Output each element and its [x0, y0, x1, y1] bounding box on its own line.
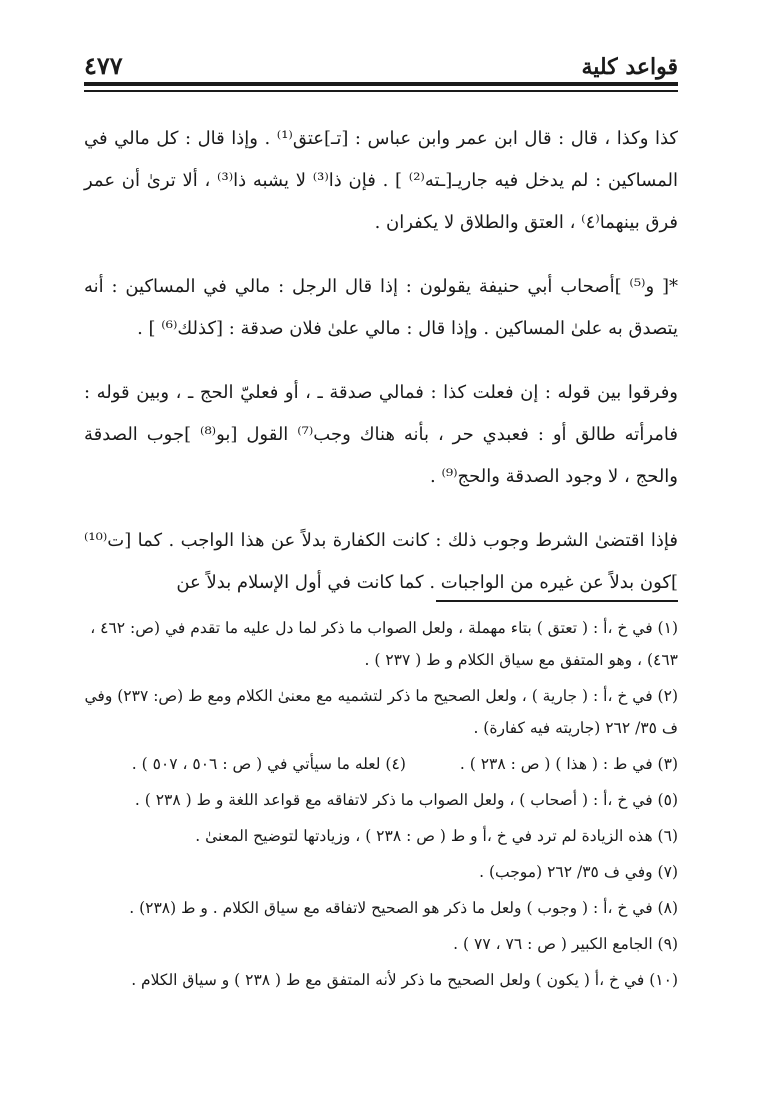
footnotes	[84, 612, 678, 1000]
footnote-8: (٨) في خ ،أ : ( وجوب ) ولعل ما ذكر هو الصحيح لاتفاقه مع سياق الكلام . و ط (٢٣٨) .	[129, 899, 678, 917]
header-rule-thick	[84, 82, 678, 86]
paragraph-4: فإذا اقتضىٰ الشرط وجوب ذلك : كانت الكفارة بدلاً عن هذا الواجب . كما [ت⁽¹⁰⁾ ]كون بدلاً عن غيره من الواجبات . كما كانت في أول الإسلام بدلاً عن	[84, 530, 678, 593]
footnote-7: (٧) وفي ف ٣٥/ ٢٦٢ (موجب) .	[479, 863, 678, 881]
paragraph-2: *[ و⁽⁵⁾ ]أصحاب أبي حنيفة يقولون : إذا قال الرجل : مالي في المساكين : أنه يتصدق به علىٰ المساكين . وإذا قال : مالي علىٰ فلان صدقة : [كذلك⁽⁶⁾ ] .	[84, 276, 678, 339]
footnote-4: (٤) لعله ما سيأتي في ( ص : ٥٠٦ ، ٥٠٧ ) .	[131, 755, 406, 773]
footnote-1: (١) في خ ،أ : ( تعتق ) بتاء مهملة ، ولعل الصواب ما ذكر لما دل عليه ما تقدم في (ص: ٤٦٢ ، ٤٦٣) ، وهو المتفق مع سياق الكلام و ط ( ٢٣٧ ) .	[90, 619, 678, 669]
footnote-3: (٣) في ط : ( هذا ) ( ص : ٢٣٨ ) .	[459, 755, 678, 773]
footnote-9: (٩) الجامع الكبير ( ص : ٧٦ ، ٧٧ ) .	[453, 935, 678, 953]
footnote-separator	[436, 600, 678, 602]
footnote-6: (٦) هذه الزيادة لم ترد في خ ،أ و ط ( ص : ٢٣٨ ) ، وزيادتها لتوضيح المعنىٰ .	[195, 827, 678, 845]
page-header	[84, 38, 678, 78]
paragraph-3: وفرقوا بين قوله : إن فعلت كذا : فمالي صدقة ـ ، أو فعليّ الحج ـ ، وبين قوله : فامرأته طالق أو : فعبدي حر ، بأنه هناك وجب⁽⁷⁾ القول [بو⁽⁸⁾ ]جوب الصدقة والحج ، لا وجود الصدقة والحج⁽⁹⁾ .	[84, 382, 678, 487]
footnote-row-3-4	[84, 748, 678, 780]
footnote-10: (١٠) في خ ،أ ( يكون ) ولعل الصحيح ما ذكر لأنه المتفق مع ط ( ٢٣٨ ) و سياق الكلام .	[131, 971, 678, 989]
paragraph-1: كذا وكذا ، قال : قال ابن عمر وابن عباس : [تـ]عتق⁽¹⁾ . وإذا قال : كل مالي في المساكين : لم يدخل فيه جاريـ[ـته⁽²⁾ ] . فإن ذا⁽³⁾ لا يشبه ذا⁽³⁾ ، ألا ترىٰ أن عمر فرق بينهما⁽٤⁾ ، العتق والطلاق لا يكفران .	[84, 128, 679, 233]
header-rule-thin	[84, 90, 678, 92]
page-number: ٤٧٧	[84, 51, 123, 80]
main-text	[84, 118, 678, 626]
running-title: قواعد كلية	[581, 54, 678, 80]
footnote-2: (٢) في خ ،أ : ( جارية ) ، ولعل الصحيح ما ذكر لتشميه مع معنىٰ الكلام ومع ط (ص: ٢٣٧) وفي ف ٣٥/ ٢٦٢ (جاريته فيه كفارة) .	[84, 687, 678, 737]
footnote-5: (٥) في خ ،أ : ( أصحاب ) ، ولعل الصواب ما ذكر لاتفاقه مع قواعد اللغة و ط ( ٢٣٨ ) .	[134, 791, 678, 809]
